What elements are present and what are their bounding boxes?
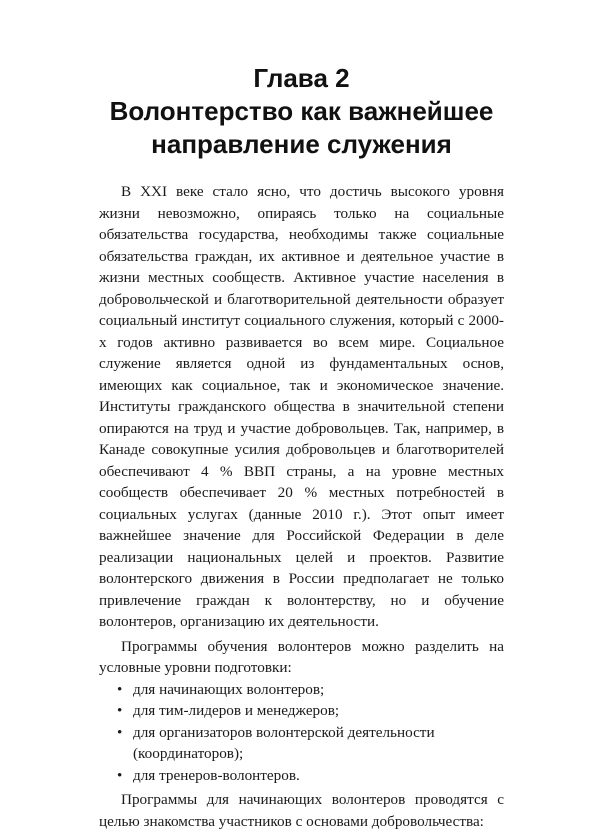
paragraph-intro: В XXI веке стало ясно, что достичь высокого уровня жизни невозможно, опираясь только на социальные обязательства государства, необходимы также социальные обязательства граждан, их активное и деятельное участие в жизни местных сообществ. Активное участие населения в добровольческой и благотворительной деятельности образует социальный институт социального служения, который с 2000-х годов активно развивается во всем мире. Социальное служение является одной из фундаментальных основ, имеющих как социальное, так и экономическое значение. Институты гражданского общества в значительной степени опираются на труд и участие добровольцев. Так, например, в Канаде совокупные усилия добровольцев и благотворителей обеспечивают 4 % ВВП страны, а на уровне местных сообществ обеспечивает 20 % местных потребностей в социальных услугах (данные 2010 г.). Этот опыт имеет важнейшее значение для Российской Федерации в деле реализации национальных целей и проектов. Развитие волонтерского движения в России предполагает не только привлечение граждан к волонтерству, но и обучение волонтеров, организацию их деятельности. xyxy=(99,183,504,630)
chapter-title-line-2: направление служения xyxy=(151,129,452,159)
bullet-icon: • xyxy=(117,680,123,698)
list-item xyxy=(117,722,504,765)
chapter-title-line-1: Волонтерство как важнейшее xyxy=(109,96,494,126)
list-item-text: для тренеров-волонтеров. xyxy=(133,766,300,784)
paragraph-training-levels: Программы обучения волонтеров можно разделить на условные уровни подготовки: xyxy=(99,637,504,676)
list-item-text: для тим-лидеров и менеджеров; xyxy=(133,702,340,719)
body-text xyxy=(99,181,504,832)
chapter-number: Глава 2 xyxy=(253,63,350,93)
list-item xyxy=(117,700,504,722)
bullet-icon: • xyxy=(117,723,123,741)
paragraph-beginner-programs: Программы для начинающих волонтеров проводятся с целью знакомства участников с основами добровольчества: xyxy=(99,791,504,830)
bullet-icon: • xyxy=(117,702,123,719)
list-item-text: для организаторов волонтерской деятельности (координаторов); xyxy=(133,723,435,762)
list-item xyxy=(117,679,504,701)
bullet-icon: • xyxy=(117,766,123,784)
list-item-text: для начинающих волонтеров; xyxy=(133,680,325,698)
list-item xyxy=(117,765,504,787)
training-levels-list xyxy=(99,679,504,787)
chapter-heading xyxy=(99,62,504,161)
